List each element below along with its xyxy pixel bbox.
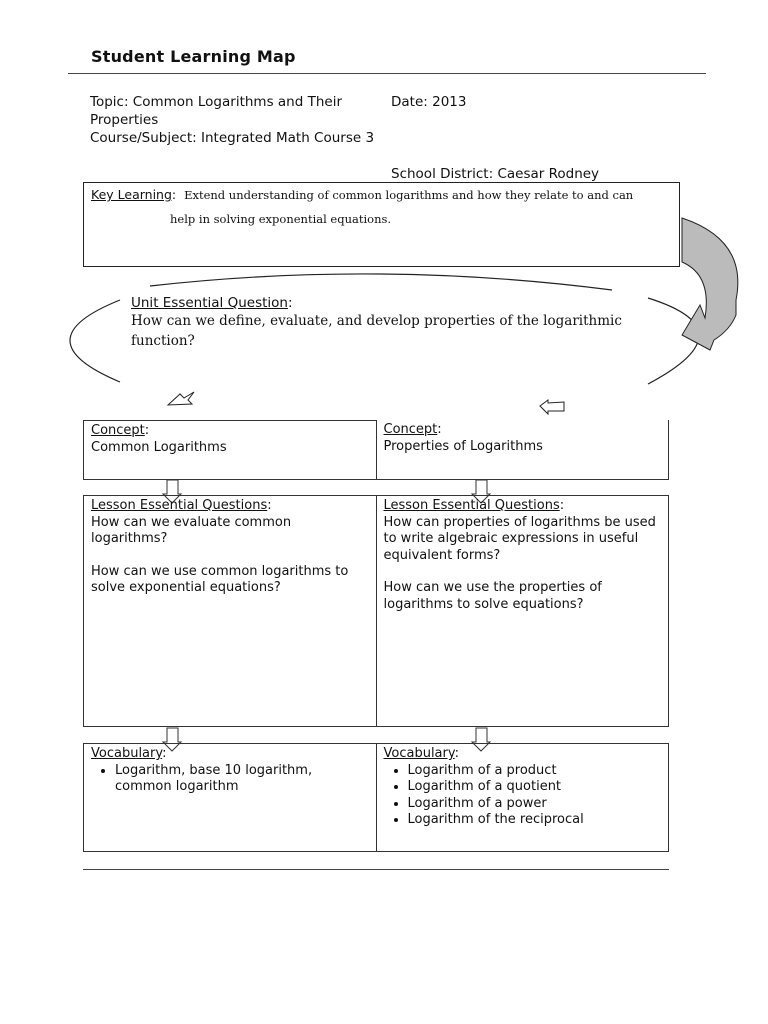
vocab-list (384, 763, 662, 829)
small-arrow-left-icon (168, 392, 194, 405)
date-text: Date: 2013 (391, 94, 467, 110)
lesson-question: How can we evaluate common logarithms? (91, 514, 292, 547)
key-learning-label: Key Learning (91, 187, 172, 202)
bottom-divider (83, 869, 669, 870)
key-learning-line-2 (170, 208, 391, 227)
ellipse-top-arc (150, 274, 612, 290)
vocab-item: • Logarithm of a product (408, 763, 662, 780)
lesson-cell-2 (376, 496, 669, 726)
vocab-item: • Logarithm of the reciprocal (408, 812, 662, 829)
key-learning-text-1: Extend understanding of common logarithms and how they relate to and can (184, 188, 634, 202)
concept-colon: : (437, 422, 442, 437)
key-learning-line (91, 187, 633, 202)
ellipse-right-arc (648, 298, 699, 384)
vocab-label: Vocabulary (91, 746, 163, 761)
concept-colon: : (144, 423, 150, 438)
concept-label: Concept (383, 422, 438, 437)
district-text: School District: Caesar Rodney (391, 166, 600, 182)
concept-row (83, 420, 669, 480)
lesson-question: How can we use the properties of logarithms to solve equations? (383, 580, 602, 612)
page-title: Student Learning Map (91, 47, 296, 66)
unit-question-colon: : (287, 295, 293, 311)
vocab-item: • Logarithm of a quotient (408, 779, 662, 796)
lesson-colon: : (267, 498, 272, 513)
lesson-questions-row (83, 495, 669, 727)
vocab-item: • Logarithm of a power (408, 796, 662, 813)
lesson-cell-1 (84, 496, 376, 726)
course-text: Course/Subject: Integrated Math Course 3 (90, 130, 375, 146)
vocab-colon: : (162, 746, 167, 761)
vocab-colon: : (454, 746, 460, 761)
lesson-label: Lesson Essential Questions (91, 498, 268, 513)
key-learning-text-2: help in solving exponential equations. (170, 212, 392, 226)
lesson-label: Lesson Essential Questions (383, 498, 560, 513)
vocab-label: Vocabulary (383, 746, 455, 761)
topic-text: Topic: Common Logarithms and Their Properties (90, 94, 342, 128)
concept-label: Concept (91, 423, 145, 438)
unit-question-label-line (131, 295, 651, 311)
vocab-cell-2 (376, 744, 669, 851)
concept-text: Properties of Logarithms (383, 438, 543, 454)
vocab-cell-1 (84, 744, 376, 851)
unit-essential-question (131, 295, 651, 351)
concept-text: Common Logarithms (91, 439, 227, 455)
small-arrow-right-icon (540, 400, 564, 414)
unit-question-label: Unit Essential Question (131, 295, 288, 311)
vocab-list (91, 763, 369, 796)
lesson-question: How can properties of logarithms be used to write algebraic expressions in useful equivalent forms? (383, 514, 656, 563)
title-divider (68, 73, 706, 74)
ellipse-left-arc (70, 300, 120, 382)
vocab-item: • Logarithm, base 10 logarithm, common logarithm (115, 763, 369, 796)
curved-arrow-icon (682, 218, 738, 350)
concept-cell-1 (84, 420, 376, 479)
key-learning-colon: : (171, 187, 177, 202)
lesson-colon: : (559, 498, 565, 513)
concept-cell-2 (376, 420, 669, 479)
unit-question-text: How can we define, evaluate, and develop properties of the logarithmic function? (131, 313, 622, 349)
vocabulary-row (83, 743, 669, 852)
lesson-question: How can we use common logarithms to solve exponential equations? (91, 563, 349, 596)
